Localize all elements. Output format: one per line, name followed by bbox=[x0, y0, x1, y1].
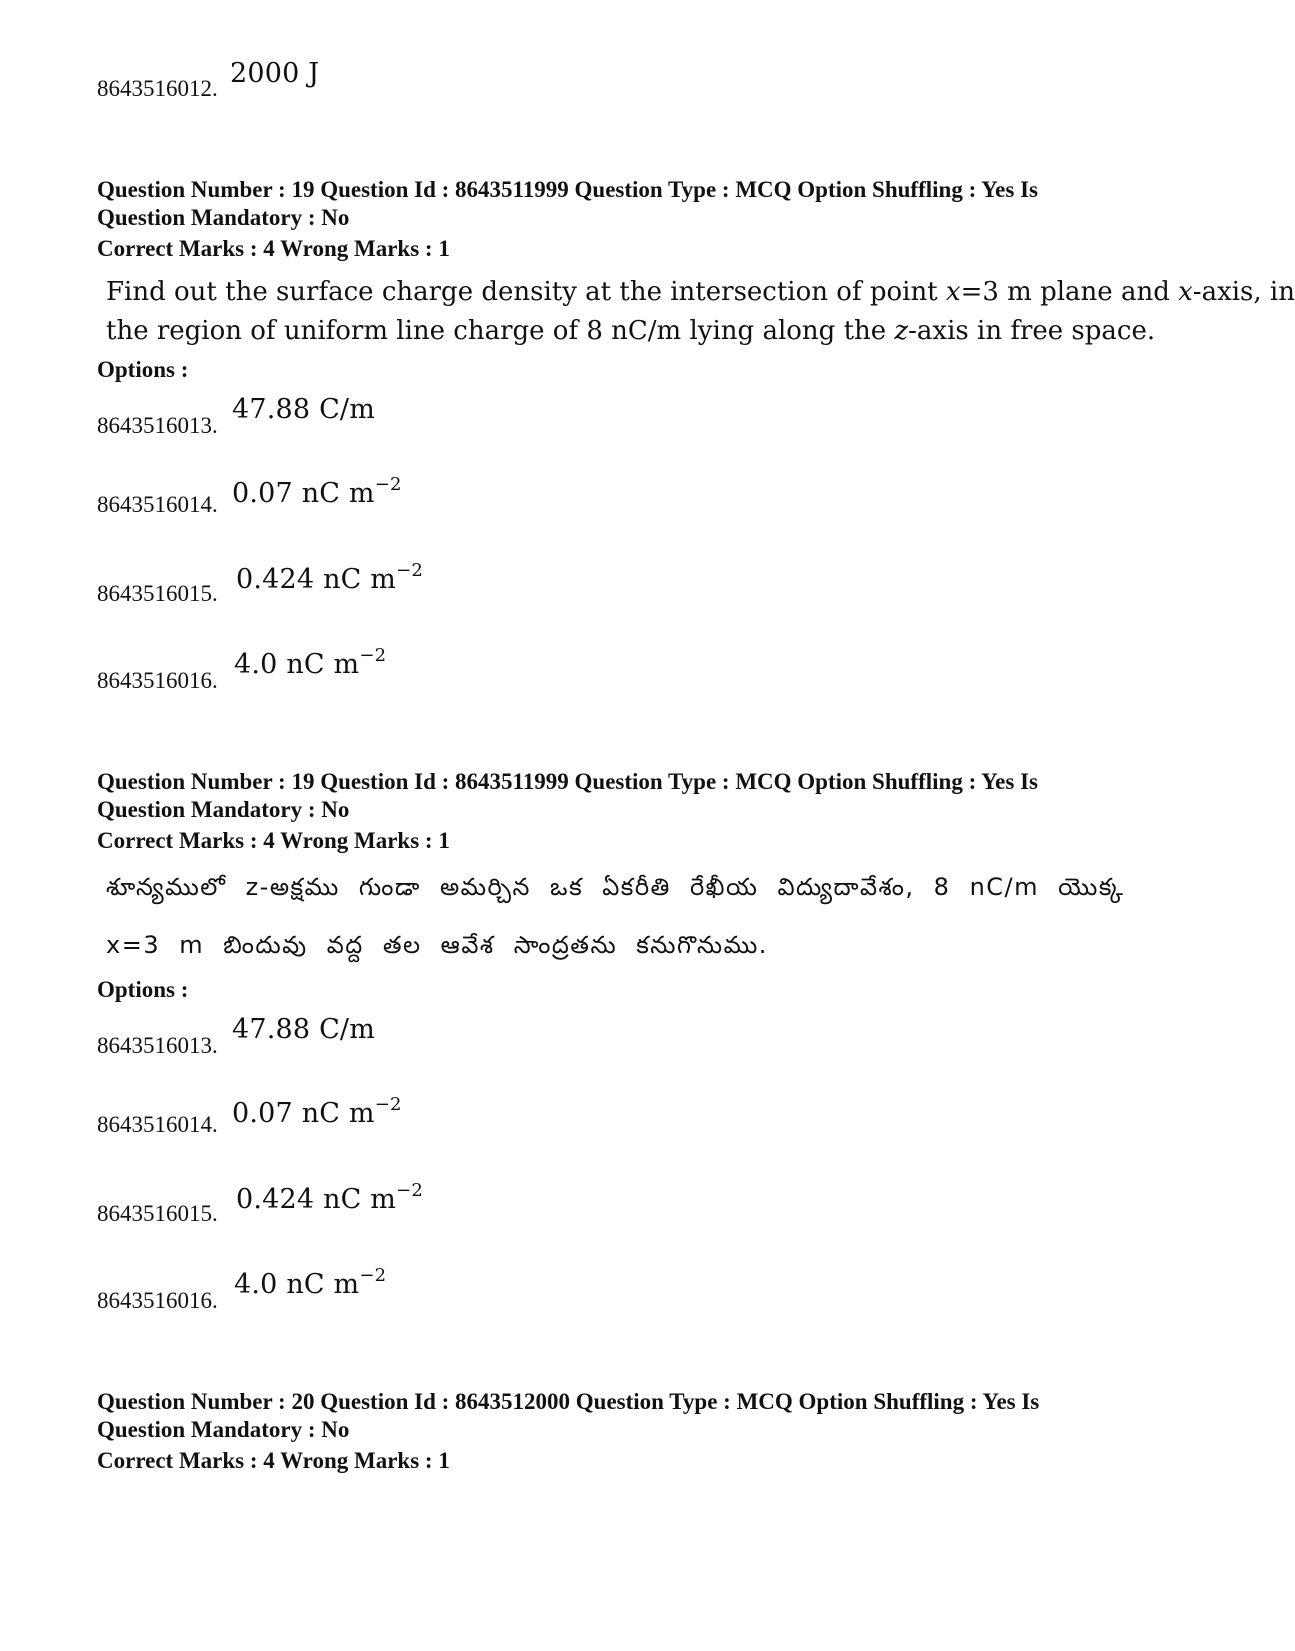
options-label: Options : bbox=[97, 977, 189, 1002]
option-value: 4.0 nC $m^{-2}$ bbox=[234, 1265, 387, 1300]
question-text-line2: x=3 m బిందువు వద్ద తల ఆవేశ సాంద్రతను కనుగొనుము. bbox=[106, 931, 768, 959]
option-id: 8643516014. bbox=[97, 1112, 218, 1137]
option-value: 47.88 C/m bbox=[232, 394, 376, 425]
question-header-line1: Question Number : 20 Question Id : 8643512000 Question Type : MCQ Option Shuffling : Yes Is bbox=[97, 1389, 1040, 1414]
question-marks: Correct Marks : 4 Wrong Marks : 1 bbox=[97, 1448, 450, 1473]
question-text-line1: Find out the surface charge density at the intersection of point x=3 m plane and x-axis, in bbox=[106, 277, 1295, 307]
question-marks: Correct Marks : 4 Wrong Marks : 1 bbox=[97, 236, 450, 261]
option-id: 8643516015. bbox=[97, 1201, 218, 1226]
option-value: 4.0 nC $m^{-2}$ bbox=[234, 645, 387, 680]
question-header-line2: Question Mandatory : No bbox=[97, 1417, 350, 1442]
option-id: 8643516016. bbox=[97, 1288, 218, 1313]
option-value: 0.07 nC $m^{-2}$ bbox=[232, 474, 402, 509]
option-value: 0.424 nC $m^{-2}$ bbox=[236, 560, 424, 595]
option-id: 8643516015. bbox=[97, 581, 218, 606]
question-header-line2: Question Mandatory : No bbox=[97, 205, 350, 230]
option-value: 47.88 C/m bbox=[232, 1014, 376, 1045]
option-value: 0.07 nC $m^{-2}$ bbox=[232, 1094, 402, 1129]
option-id: 8643516013. bbox=[97, 413, 218, 438]
option-id: 8643516013. bbox=[97, 1033, 218, 1058]
question-text-line2: the region of uniform line charge of 8 nC/m lying along the z-axis in free space. bbox=[106, 316, 1156, 346]
option-value: 2000 J bbox=[230, 58, 320, 89]
question-text-line1: శూన్యములో z-అక్షము గుండా అమర్చిన ఒక ఏకరీతి రేఖీయ విద్యుదావేశం, 8 nC/m యొక్క bbox=[106, 873, 1125, 901]
question-marks: Correct Marks : 4 Wrong Marks : 1 bbox=[97, 828, 450, 853]
options-label: Options : bbox=[97, 357, 189, 382]
option-id: 8643516014. bbox=[97, 492, 218, 517]
option-value: 0.424 nC $m^{-2}$ bbox=[236, 1180, 424, 1215]
question-header bbox=[97, 768, 1038, 824]
question-text bbox=[106, 273, 1295, 351]
question-header bbox=[97, 1388, 1039, 1444]
question-header-line1: Question Number : 19 Question Id : 8643511999 Question Type : MCQ Option Shuffling : Yes Is bbox=[97, 177, 1038, 202]
question-text bbox=[106, 858, 1124, 974]
question-header-line2: Question Mandatory : No bbox=[97, 797, 350, 822]
question-header-line1: Question Number : 19 Question Id : 8643511999 Question Type : MCQ Option Shuffling : Yes Is bbox=[97, 769, 1038, 794]
option-id: 8643516012. bbox=[97, 76, 218, 101]
option-id: 8643516016. bbox=[97, 668, 218, 693]
question-header bbox=[97, 176, 1038, 232]
